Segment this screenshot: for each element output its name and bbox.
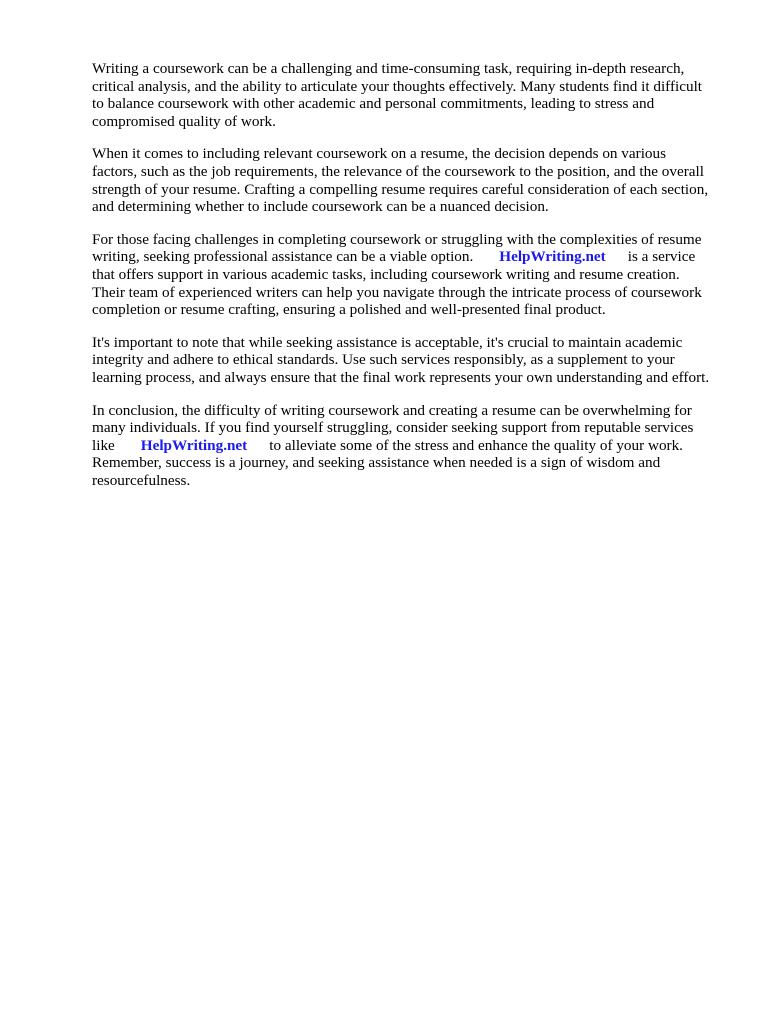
text-segment: like [92,436,115,454]
paragraph-academic-integrity [92,334,728,387]
text-line: many individuals. If you find yourself struggling, consider seeking support from reputable services [92,419,694,437]
paragraph-conclusion [92,402,728,490]
text-line: It's important to note that while seeking assistance is acceptable, it's crucial to maintain academic [92,333,683,351]
text-segment: writing, seeking professional assistance can be a viable option. [92,248,474,266]
text-line: critical analysis, and the ability to articulate your thoughts effectively. Many students find it difficult [92,77,703,95]
paragraph-professional-assistance [92,231,728,319]
helpwriting-link[interactable]: HelpWriting.net [140,436,248,454]
text-line: that offers support in various academic tasks, including coursework writing and resume creation. [92,265,680,283]
paragraph-intro [92,60,728,130]
text-line [92,248,728,266]
text-line: In conclusion, the difficulty of writing coursework and creating a resume can be overwhelming for [92,401,692,419]
text-line: strength of your resume. Crafting a compelling resume requires careful consideration of each section, [92,180,709,198]
text-line: learning process, and always ensure that the final work represents your own understanding and effort. [92,368,710,386]
text-line: For those facing challenges in completing coursework or struggling with the complexities of resume [92,230,702,248]
text-line: completion or resume crafting, ensuring a polished and well-presented final product. [92,301,606,319]
text-line: Writing a coursework can be a challenging and time-consuming task, requiring in-depth research, [92,60,685,77]
text-line: factors, such as the job requirements, the relevance of the coursework to the position, and the overall [92,162,704,180]
text-line: compromised quality of work. [92,112,276,130]
text-line: Remember, success is a journey, and seeking assistance when needed is a sign of wisdom and [92,454,661,472]
text-line: Their team of experienced writers can help you navigate through the intricate process of coursework [92,283,702,301]
text-segment: to alleviate some of the stress and enhance the quality of your work. [269,436,683,454]
text-line: When it comes to including relevant coursework on a resume, the decision depends on various [92,145,667,163]
paragraph-resume-coursework [92,145,728,215]
text-line: and determining whether to include coursework can be a nuanced decision. [92,198,549,216]
helpwriting-link[interactable]: HelpWriting.net [499,248,606,266]
text-segment: is a service [627,248,696,266]
document-body [92,60,728,504]
text-line: resourcefulness. [92,471,191,489]
text-line: integrity and adhere to ethical standards. Use such services responsibly, as a supplement to your [92,351,675,369]
text-line [92,437,728,455]
text-line: to balance coursework with other academic and personal commitments, leading to stress and [92,95,655,113]
